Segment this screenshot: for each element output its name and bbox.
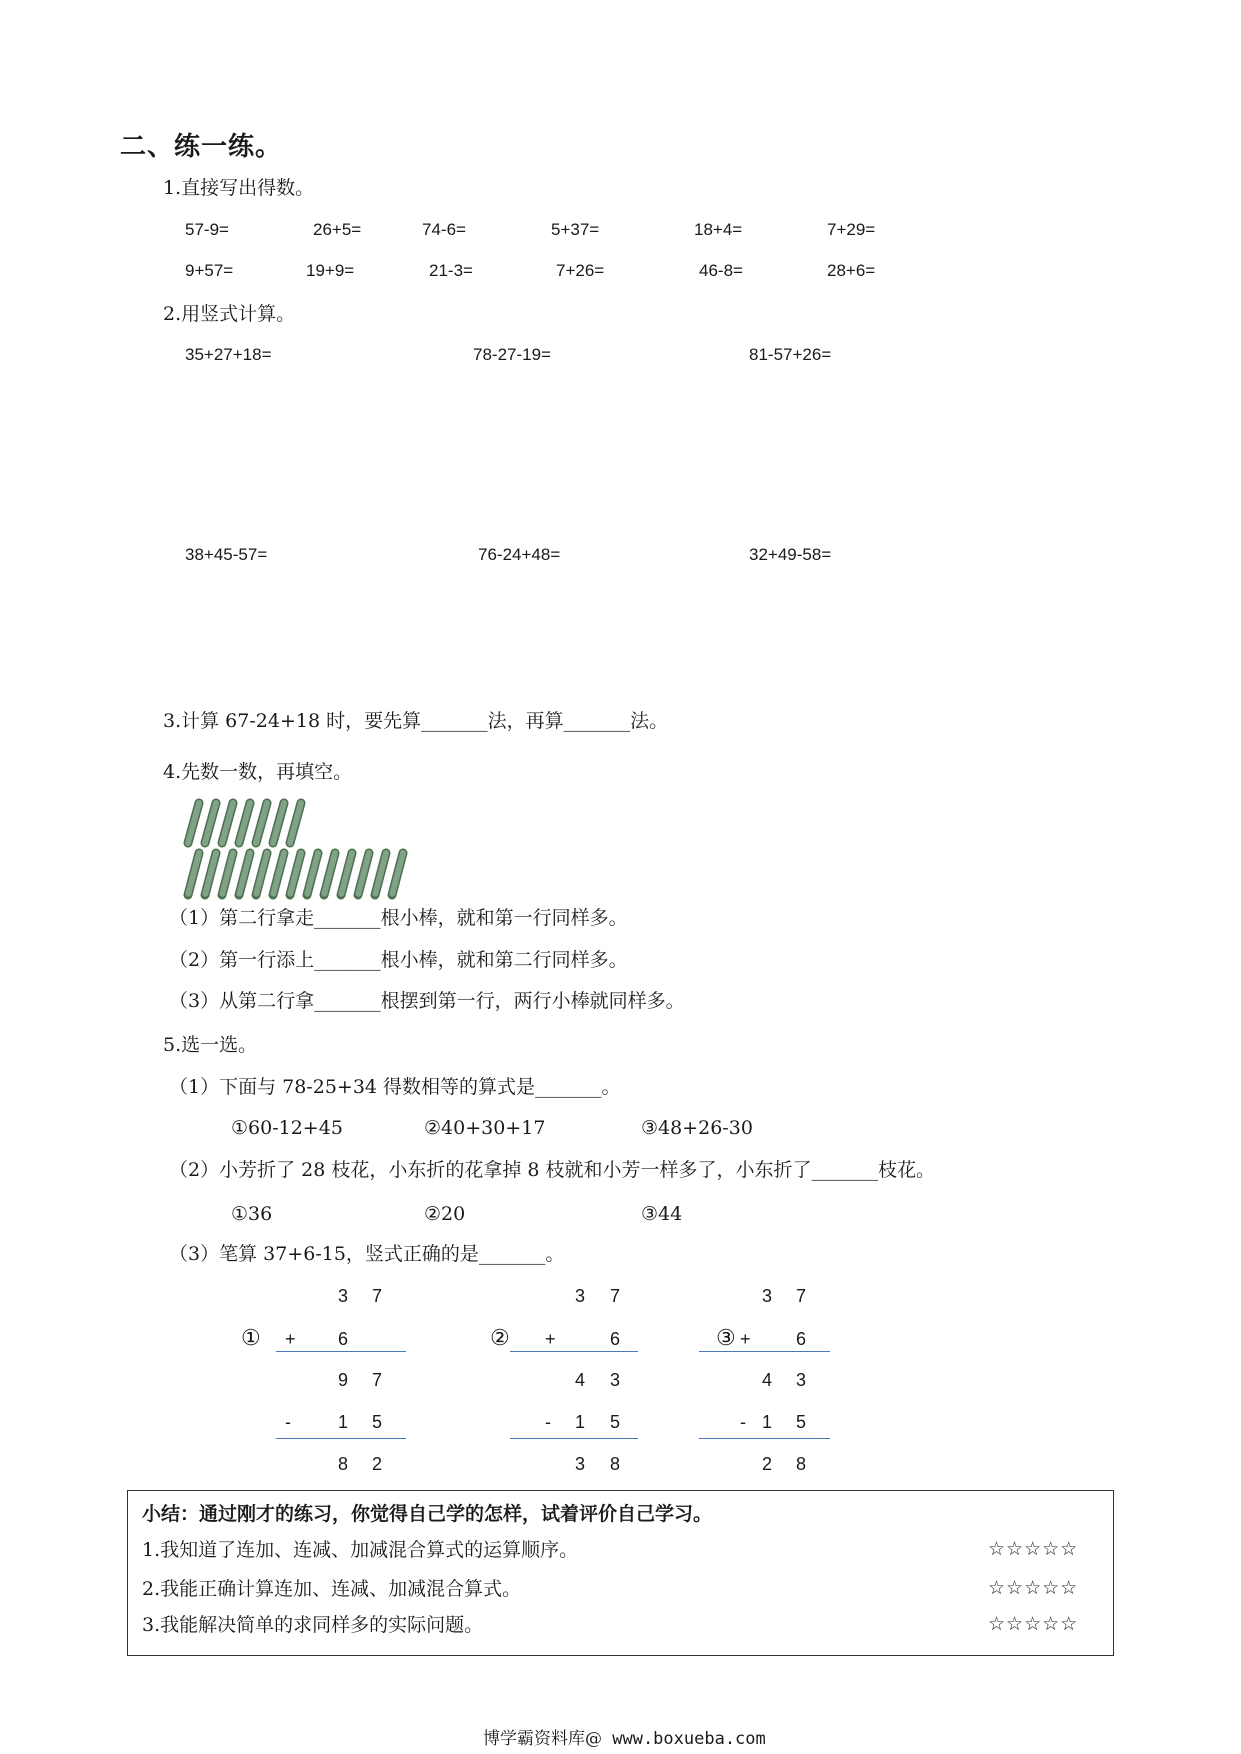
digit: 3	[575, 1286, 586, 1306]
digit: 5	[610, 1412, 621, 1432]
operator-sign: +	[545, 1329, 556, 1349]
choice-option: ①36	[231, 1203, 273, 1225]
choice-option: ①60-12+45	[231, 1117, 343, 1139]
digit: 3	[610, 1370, 621, 1390]
vertical-calc-problem: 78-27-19=	[473, 345, 551, 364]
summary-item: 1.我知道了连加、连减、加减混合算式的运算顺序。	[142, 1539, 579, 1561]
q1-title: 1.直接写出得数。	[163, 177, 315, 199]
q2-title: 2.用竖式计算。	[163, 303, 296, 325]
digit: 1	[762, 1412, 773, 1432]
q3-text: 3.计算 67-24+18 时，要先算_______法，再算_______法。	[163, 710, 669, 732]
digit: 8	[610, 1454, 621, 1474]
digit: 6	[610, 1329, 621, 1349]
digit: 7	[610, 1286, 621, 1306]
summary-heading: 小结：通过刚才的练习，你觉得自己学的怎样，试着评价自己学习。	[142, 1503, 713, 1525]
oral-calc-item: 74-6=	[422, 220, 466, 239]
digit: 9	[338, 1370, 349, 1390]
q4-title: 4.先数一数，再填空。	[163, 761, 353, 783]
digit: 2	[372, 1454, 383, 1474]
digit: 3	[762, 1286, 773, 1306]
oral-calc-item: 28+6=	[827, 261, 876, 280]
digit: 2	[762, 1454, 773, 1474]
q4-item: （3）从第二行拿_______根摆到第一行，两行小棒就同样多。	[169, 990, 685, 1012]
digit: 3	[338, 1286, 349, 1306]
vertical-option-3	[0, 1284, 900, 1484]
vertical-calc-problem: 32+49-58=	[749, 545, 832, 564]
section-title: 二、练一练。	[120, 132, 283, 162]
oral-calc-item: 26+5=	[313, 220, 362, 239]
q5-sub2-text: （2）小芳折了 28 枝花，小东折的花拿掉 8 枝就和小芳一样多了，小东折了_______枝花。	[169, 1159, 936, 1181]
choice-option: ②20	[424, 1203, 466, 1225]
summary-box	[127, 1490, 1114, 1656]
operator-sign: -	[545, 1412, 551, 1432]
digit: 3	[796, 1370, 807, 1390]
vertical-calc-problem: 38+45-57=	[185, 545, 268, 564]
operator-sign: +	[285, 1329, 296, 1349]
digit: 7	[372, 1286, 383, 1306]
summary-item: 3.我能解决简单的求同样多的实际问题。	[142, 1614, 484, 1636]
digit: 5	[372, 1412, 383, 1432]
operator-sign: -	[740, 1412, 746, 1432]
operator-sign: +	[740, 1329, 751, 1349]
oral-calc-item: 7+26=	[556, 261, 605, 280]
vertical-calc-problem: 76-24+48=	[478, 545, 561, 564]
q5-sub1-text: （1）下面与 78-25+34 得数相等的算式是_______。	[169, 1076, 621, 1098]
oral-calc-item: 21-3=	[429, 261, 473, 280]
footer-url: www.boxueba.com	[602, 1729, 766, 1749]
q5-sub3-text: （3）笔算 37+6-15，竖式正确的是_______。	[169, 1243, 565, 1265]
vertical-calc-problem: 35+27+18=	[185, 345, 272, 364]
summary-item: 2.我能正确计算连加、连减、加减混合算式。	[142, 1578, 522, 1600]
digit: 8	[796, 1454, 807, 1474]
q5-title: 5.选一选。	[163, 1034, 258, 1056]
q4-item: （2）第一行添上_______根小棒，就和第二行同样多。	[169, 949, 628, 971]
sticks-illustration	[180, 793, 420, 903]
oral-calc-item: 18+4=	[694, 220, 743, 239]
vertical-rule-line-1	[699, 1351, 830, 1352]
operator-sign: -	[285, 1412, 291, 1432]
q4-item: （1）第二行拿走_______根小棒，就和第一行同样多。	[169, 907, 628, 929]
vertical-rule-line-2	[699, 1438, 830, 1439]
rating-stars: ☆☆☆☆☆	[988, 1613, 1079, 1635]
footer-site-name: 博学霸资料库@	[483, 1729, 602, 1749]
oral-calc-item: 5+37=	[551, 220, 600, 239]
oral-calc-item: 7+29=	[827, 220, 876, 239]
choice-option: ③44	[641, 1203, 683, 1225]
vertical-calc-problem: 81-57+26=	[749, 345, 832, 364]
digit: 1	[338, 1412, 349, 1432]
rating-stars: ☆☆☆☆☆	[988, 1538, 1079, 1560]
oral-calc-item: 46-8=	[699, 261, 743, 280]
option-number-label: ①	[241, 1326, 261, 1351]
digit: 5	[796, 1412, 807, 1432]
option-number-label: ③	[716, 1326, 736, 1351]
digit: 8	[338, 1454, 349, 1474]
oral-calc-item: 57-9=	[185, 220, 229, 239]
footer-watermark	[483, 1728, 766, 1750]
digit: 6	[338, 1329, 349, 1349]
digit: 4	[575, 1370, 586, 1390]
choice-option: ③48+26-30	[641, 1117, 753, 1139]
digit: 7	[796, 1286, 807, 1306]
oral-calc-item: 19+9=	[306, 261, 355, 280]
option-number-label: ②	[490, 1326, 510, 1351]
oral-calc-item: 9+57=	[185, 261, 234, 280]
digit: 6	[796, 1329, 807, 1349]
digit: 3	[575, 1454, 586, 1474]
choice-option: ②40+30+17	[424, 1117, 546, 1139]
digit: 1	[575, 1412, 586, 1432]
rating-stars: ☆☆☆☆☆	[988, 1577, 1079, 1599]
digit: 7	[372, 1370, 383, 1390]
digit: 4	[762, 1370, 773, 1390]
